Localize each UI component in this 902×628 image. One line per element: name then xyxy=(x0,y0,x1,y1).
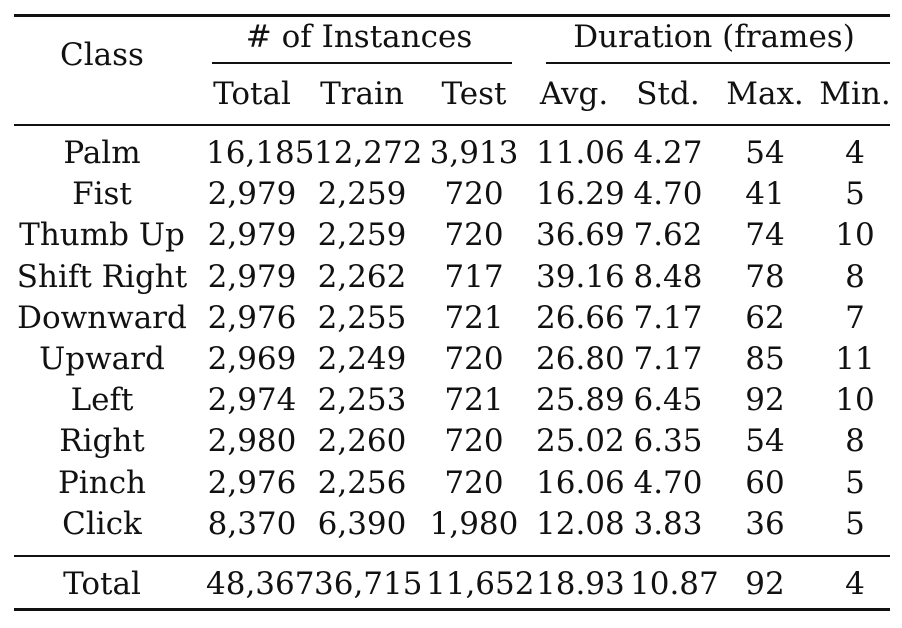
cell-total: 2,976 xyxy=(207,464,297,501)
cell-max: 85 xyxy=(745,341,785,377)
cell-class: Left xyxy=(70,382,134,419)
cell-class: Right xyxy=(59,423,145,460)
cell-std: 6.35 xyxy=(633,423,703,460)
cell-max: 54 xyxy=(745,135,785,171)
cell-total: 2,979 xyxy=(207,258,297,295)
cell-min: 11 xyxy=(835,341,875,377)
cell-min: 4 xyxy=(845,135,865,171)
cell-class: Upward xyxy=(39,341,165,377)
cell-std: 3.83 xyxy=(633,505,703,542)
cell-total: 2,976 xyxy=(207,299,297,336)
cell-total: 2,979 xyxy=(207,217,297,254)
cell-train: 2,249 xyxy=(317,341,407,377)
cell-min: 7 xyxy=(845,299,865,336)
cell-test: 720 xyxy=(444,217,504,254)
cell-class: Fist xyxy=(72,176,132,213)
total-cell-total: 48,367 xyxy=(206,566,315,602)
cell-train: 2,253 xyxy=(317,382,407,419)
instances-group-header: # of Instances xyxy=(245,19,473,55)
bottom-rule xyxy=(14,608,890,611)
cell-std: 8.48 xyxy=(633,258,703,295)
cell-test: 721 xyxy=(444,382,504,419)
cell-train: 12,272 xyxy=(314,135,423,171)
total-rule xyxy=(14,555,890,557)
col-header-total: Total xyxy=(213,76,291,112)
cell-test: 3,913 xyxy=(429,135,519,171)
cell-avg: 36.69 xyxy=(536,217,625,254)
cell-avg: 12.08 xyxy=(536,505,625,542)
cell-class: Thumb Up xyxy=(19,217,185,254)
cell-test: 717 xyxy=(444,258,504,295)
cell-min: 5 xyxy=(845,176,865,213)
col-header-test: Test xyxy=(441,76,507,112)
cell-train: 2,259 xyxy=(317,217,407,254)
cell-max: 78 xyxy=(745,258,785,295)
cell-class: Pinch xyxy=(57,464,147,501)
cell-avg: 25.02 xyxy=(536,423,625,460)
class-header: Class xyxy=(60,37,144,73)
total-cell-class: Total xyxy=(63,566,141,602)
cell-train: 2,255 xyxy=(317,299,407,336)
cell-test: 720 xyxy=(444,464,504,501)
cell-max: 74 xyxy=(745,217,785,254)
cell-test: 721 xyxy=(444,299,504,336)
cell-train: 2,259 xyxy=(317,176,407,213)
duration-group-header: Duration (frames) xyxy=(573,19,855,55)
cell-avg: 39.16 xyxy=(536,258,625,295)
cell-train: 2,256 xyxy=(317,464,407,501)
cell-min: 5 xyxy=(845,464,865,501)
header-rule xyxy=(14,124,890,126)
col-header-std: Std. xyxy=(636,76,700,112)
cell-std: 7.17 xyxy=(633,299,703,336)
col-header-avg: Avg. xyxy=(539,76,609,112)
cell-test: 720 xyxy=(444,423,504,460)
cell-test: 1,980 xyxy=(429,505,519,542)
cell-class: Palm xyxy=(63,135,141,171)
cell-avg: 16.06 xyxy=(536,464,625,501)
cell-min: 5 xyxy=(845,505,865,542)
cell-total: 2,979 xyxy=(207,176,297,213)
total-cell-std: 10.87 xyxy=(630,566,719,602)
instances-group-rule xyxy=(212,62,512,64)
cell-total: 8,370 xyxy=(207,505,297,542)
cell-std: 7.17 xyxy=(633,341,703,377)
cell-class: Click xyxy=(62,505,142,542)
cell-class: Downward xyxy=(17,299,187,336)
cell-max: 41 xyxy=(745,176,785,213)
cell-std: 4.27 xyxy=(633,135,703,171)
cell-test: 720 xyxy=(444,341,504,377)
col-header-min: Min. xyxy=(819,76,891,112)
col-header-train: Train xyxy=(320,76,404,112)
total-cell-train: 36,715 xyxy=(314,566,423,602)
cell-std: 4.70 xyxy=(633,464,703,501)
cell-avg: 26.66 xyxy=(536,299,625,336)
cell-total: 2,969 xyxy=(207,341,297,377)
cell-max: 60 xyxy=(745,464,785,501)
cell-train: 2,262 xyxy=(317,258,407,295)
cell-max: 36 xyxy=(745,505,785,542)
total-cell-avg: 18.93 xyxy=(536,566,625,602)
cell-avg: 16.29 xyxy=(536,176,625,213)
col-header-max: Max. xyxy=(726,76,804,112)
total-cell-min: 4 xyxy=(845,566,865,602)
cell-min: 10 xyxy=(835,382,875,419)
cell-avg: 25.89 xyxy=(536,382,625,419)
cell-max: 62 xyxy=(745,299,785,336)
cell-std: 4.70 xyxy=(633,176,703,213)
duration-group-rule xyxy=(546,62,890,64)
cell-min: 8 xyxy=(845,258,865,295)
cell-avg: 26.80 xyxy=(536,341,625,377)
cell-train: 6,390 xyxy=(317,505,407,542)
cell-std: 7.62 xyxy=(633,217,703,254)
cell-class: Shift Right xyxy=(16,258,188,295)
total-cell-test: 11,652 xyxy=(426,566,535,602)
cell-total: 2,974 xyxy=(207,382,297,419)
cell-total: 16,185 xyxy=(206,135,315,171)
cell-avg: 11.06 xyxy=(536,135,625,171)
cell-std: 6.45 xyxy=(633,382,703,419)
cell-test: 720 xyxy=(444,176,504,213)
cell-min: 8 xyxy=(845,423,865,460)
cell-max: 54 xyxy=(745,423,785,460)
cell-train: 2,260 xyxy=(317,423,407,460)
cell-min: 10 xyxy=(835,217,875,254)
top-rule xyxy=(14,14,890,17)
total-cell-max: 92 xyxy=(745,566,785,602)
cell-total: 2,980 xyxy=(207,423,297,460)
cell-max: 92 xyxy=(745,382,785,419)
